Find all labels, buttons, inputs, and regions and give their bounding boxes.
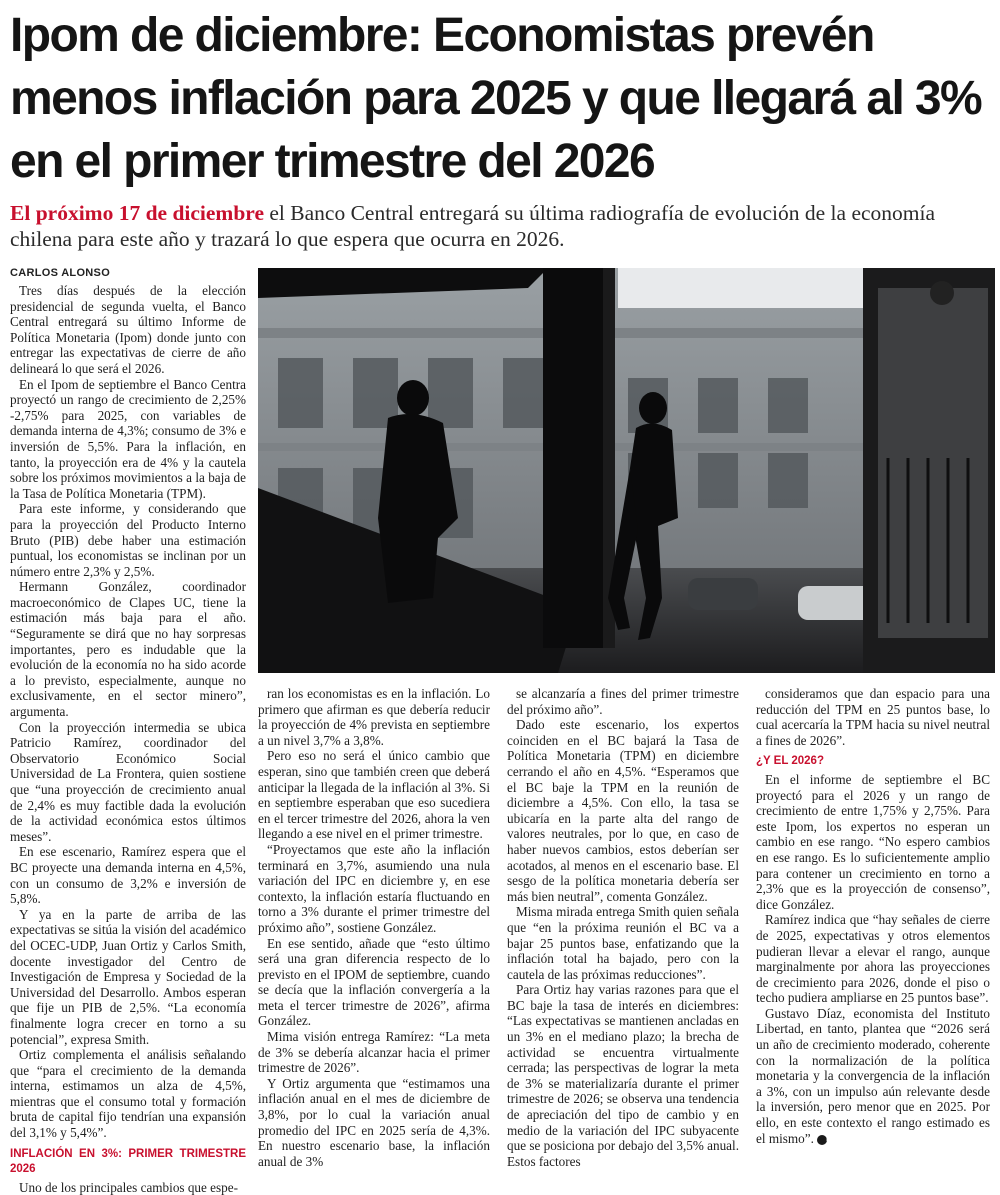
paragraph: Misma mirada entrega Smith quien señala que “en la próxima reunión el BC va a bajar 25 puntos base, enfatizando que la inflación total ha bajado, pero con la cautela de las próximas reducciones”. [507,904,739,982]
paragraph: Ramírez indica que “hay señales de cierre de 2025, expectativas y otros elementos pudieran llevar a elevar el rango, aunque marginalmente por ahora las proyecciones de crecimiento para 2026, donde el piso o techo pudiera ampliarse en 25 puntos base”. [756,912,990,1006]
paragraph: se alcanzaría a fines del primer trimestre del próximo año”. [507,686,739,717]
paragraph: Y ya en la parte de arriba de las expectativas se sitúa la visión del académico del OCEC-UDP, Juan Ortiz y Carlos Smith, docente investigador del Centro de Investigación de Empresa y Sociedad de la Universidad del Desarrollo. Ambos esperan que fije un PIB de 2,5%. “La economía finalmente logra crecer en torno a su potencial”, expresa Smith. [10,906,246,1047]
column-3 [507,686,739,1169]
section-subhead: INFLACIÓN EN 3%: PRIMER TRIMESTRE 2026 [10,1147,246,1176]
article-photo [258,268,995,673]
paragraph: Hermann González, coordinador macroeconómico de Clapes UC, tiene la estimación más baja para el año. “Seguramente se dirá que no hay sorpresas importantes, pero es indudable que la evolución de la economía no ha sido acorde a lo previsto, especialmente, aunque no exclusivamente, en el sector minero”, argumenta. [10,579,246,720]
column-1 [10,283,246,1195]
paragraph [756,1006,990,1146]
paragraph: Ortiz complementa el análisis señalando que “para el crecimiento de la demanda interna, estimamos un alza de 4,5%, mientras que el consumo total y formación bruta de capital fijo tendrían una expansión del 3,1% y 5,4%”. [10,1047,246,1141]
paragraph: Dado este escenario, los expertos coinciden en el BC bajará la Tasa de Política Monetaria (TPM) en diciembre cerrando el año en 4,5%. “Esperamos que el BC baje la TPM en la reunión de diciembre a 4,5%. Con ello, la tasa se ubicaría en la parte alta del rango de valores neutrales, por lo que, en caso de haber nuevos cambios, estos deberían ser acotados, al menos en el escenario base. El sesgo de la política monetaria debería ser más bien neutral”, comenta González. [507,717,739,904]
section-subhead: ¿Y EL 2026? [756,755,824,768]
column-4 [756,686,990,1146]
byline: CARLOS ALONSO [10,267,111,279]
paragraph: En ese sentido, añade que “esto último será una gran diferencia respecto de lo previsto en el IPOM de septiembre, cuando se decía que la inflación convergería a la meta el tercer trimestre de 2026”, afirma González. [258,935,490,1029]
deck [10,200,995,252]
paragraph: Pero eso no será el único cambio que esperan, sino que también creen que deberá anticipar la llegada de la inflación al 3%. Si en septiembre esperaban que eso sucediera en el tercer trimestre del 2026, ahora la ven llegando a ese nivel en el primer trimestre. [258,748,490,842]
bank-entrance-photo [258,268,995,673]
paragraph: Uno de los principales cambios que espe- [19,1179,238,1195]
headline: Ipom de diciembre: Economistas prevén menos inflación para 2025 y que llegará al 3% en el primer trimestre del 2026 [10,9,982,188]
paragraph-text: Gustavo Díaz, economista del Instituto Libertad, en tanto, plantea que “2026 será un año de crecimiento moderado, coherente con la normalización de la política monetaria y la convergencia de la inflación a 3%, con un impulso aún relevante desde la inversión, pero menor que en 2025. Por ello, en este contexto el rango estimado es el mismo”. [756,1005,990,1146]
paragraph: Tres días después de la elección presidencial de segunda vuelta, el Banco Central entregará su último Informe de Política Monetaria (Ipom) donde junto con entregar las expectativas de cierre de año delineará lo que será el 2026. [10,283,246,376]
paragraph: Para este informe, y considerando que para la proyección del Producto Interno Bruto (PIB) debe haber una estimación puntual, los economistas se inclinan por un número entre 2,3% y 2,5%. [10,501,246,579]
deck-text: el Banco Central entregará su última radiografía de evolución de la economía chilena para este año y trazará lo que espera que ocurra en 2026. [10,201,936,251]
paragraph: Y Ortiz argumenta que “estimamos una inflación anual en el mes de diciembre de 3,8%, por lo cual la variación anual promedio del IPC en 2025 sería de 4,3%. En nuestro escenario base, la inflación anual de 3% [258,1075,490,1169]
paragraph: consideramos que dan espacio para una reducción del TPM en 25 puntos base, lo cual acercaría la TPM hacia su nivel neutral a fines de 2026”. [756,686,990,748]
paragraph: “Proyectamos que este año la inflación terminará en 3,7%, asumiendo una nula variación del IPC en diciembre y, en ese contexto, la inflación estaría fluctuando en torno a 3% durante el primer trimestre del próximo año”, sostiene González. [258,841,490,935]
paragraph: Mima visión entrega Ramírez: “La meta de 3% se debería alcanzar hacia el primer trimestre de 2026”. [258,1029,490,1076]
paragraph: En ese escenario, Ramírez espera que el BC proyecte una demanda interna en 4,5%, con un consumo de 3,2% e inversión de 5,8%. [10,844,246,907]
paragraph: ran los economistas es en la inflación. Lo primero que afirman es que debería reducir la proyección de 4% prevista en septiembre a un nivel 3,7% a 3,8%. [258,686,490,748]
paragraph: En el informe de septiembre el BC proyectó para el 2026 y un rango de crecimiento de entre 1,75% y 2,75%. Para este Ipom, los expertos no esperan un cambio en ese rango. “No espero cambios en ese rango. Es lo suficientemente amplio para contener un crecimiento en torno a 2,3% que es la proyección de consenso”, dice González. [756,771,990,912]
end-mark-icon: P [817,1135,827,1145]
column-2 [258,686,490,1169]
paragraph: Con la proyección intermedia se ubica Patricio Ramírez, coordinador del Observatorio Económico Social Universidad de La Frontera, quien sostiene que “una proyección de crecimiento anual de 2,4% es muy factible dada la evolución de la actividad económica estos últimos meses”. [10,719,246,844]
paragraph: En el Ipom de septiembre el Banco Centra proyectó un rango de crecimiento de 2,25% -2,75% para 2025, con variables de demanda interna de 4,3%; consumo de 3% e inversión de 5,5%. Para la inflación, en tanto, la proyección era de 4% y la cautela sobre los próximos movimientos a la baja de la Tasa de Política Monetaria (TPM). [10,376,246,501]
paragraph: Para Ortiz hay varias razones para que el BC baje la tasa de interés en diciembres: “Las expectativas se mantienen ancladas en un 3% en el mediano plazo; la brecha de actividad se encuentra virtualmente cerrada; las perspectivas de lograr la meta de 3% se materializaría durante el primer trimestre de 2026; se observa una tendencia de apreciación del tipo de cambio y en medio de la variación del IPC subyacente que se posiciona por debajo del 3,5% anual. Estos factores [507,982,739,1169]
deck-lead: El próximo 17 de diciembre [10,201,265,225]
